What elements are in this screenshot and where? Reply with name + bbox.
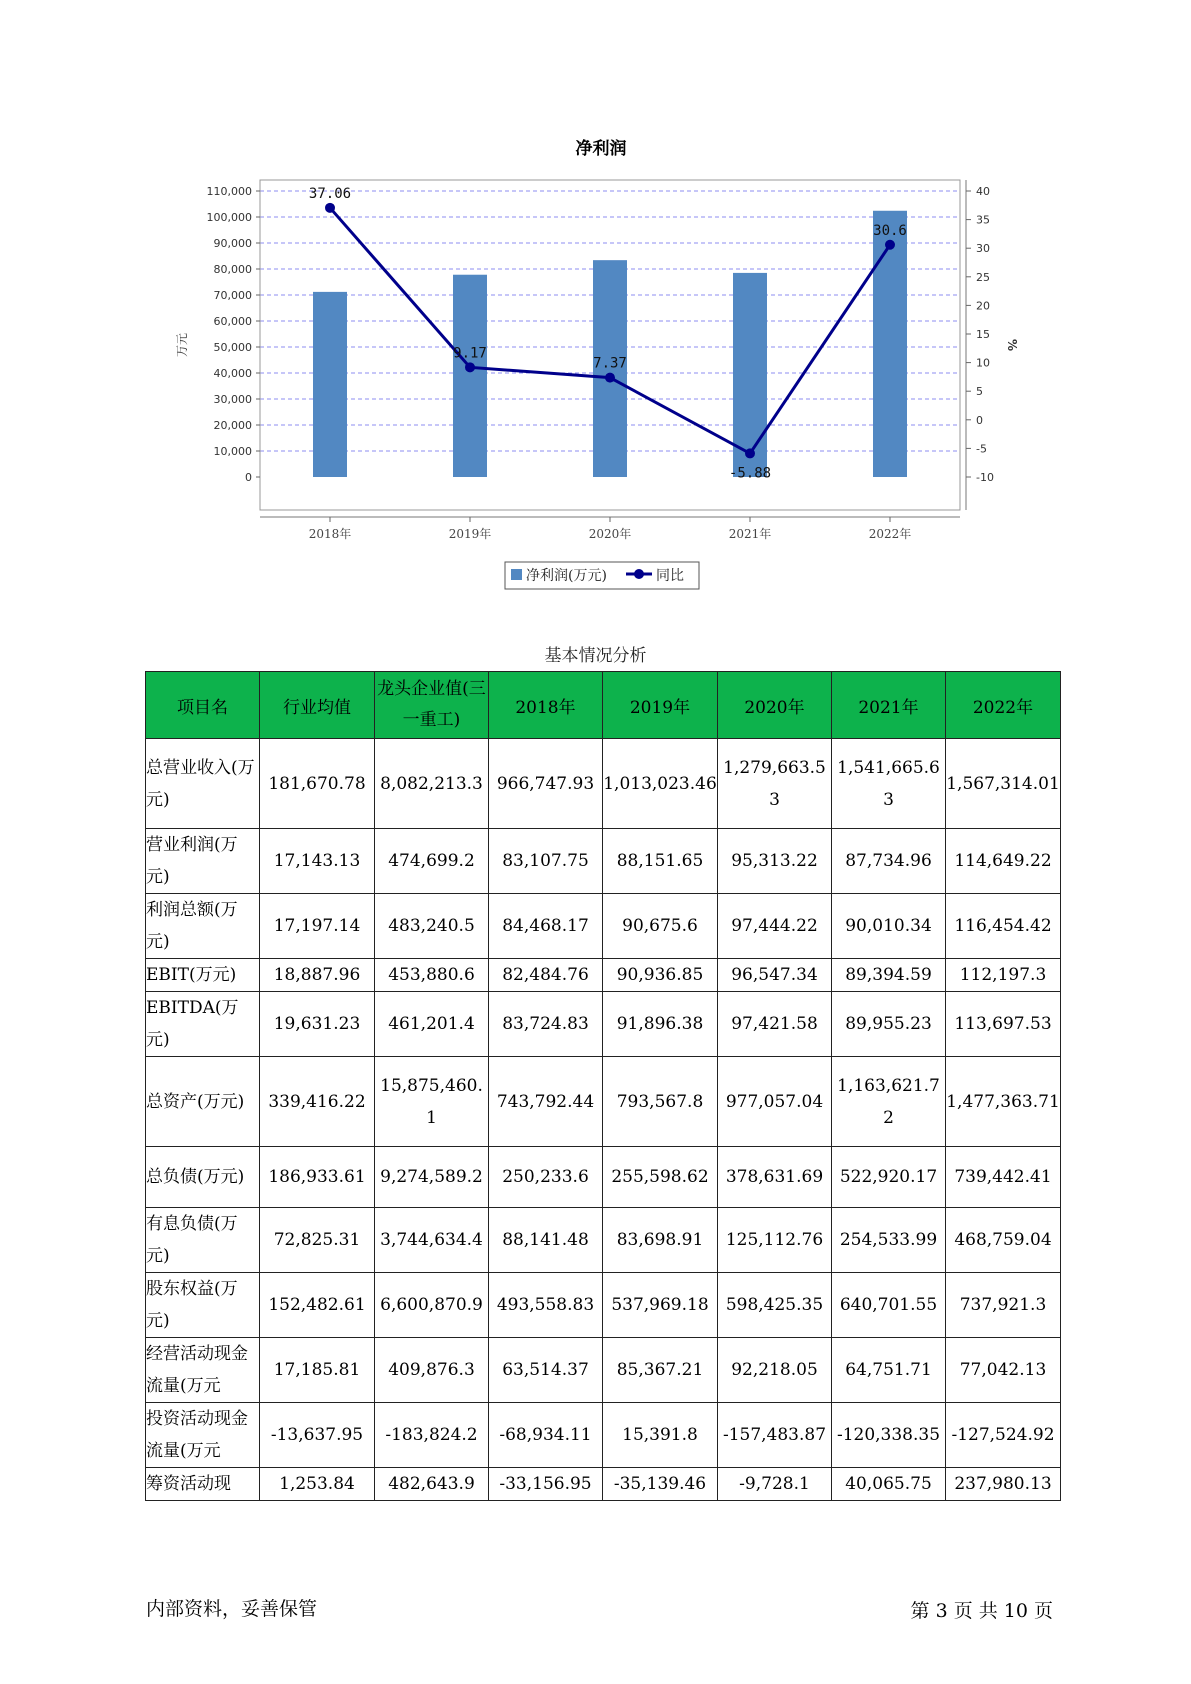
row-label-text: 经营活动现金流量(万元	[146, 1344, 248, 1396]
table-cell: 77,042.13	[946, 1338, 1061, 1403]
y-tick-label: 50,000	[213, 341, 252, 354]
table-cell: 474,699.2	[375, 829, 489, 894]
yoy-point	[745, 448, 755, 458]
table-cell: 152,482.61	[260, 1273, 375, 1338]
legend-bar-label: 净利润(万元)	[526, 568, 607, 584]
table-cell: 483,240.5	[375, 894, 489, 959]
table-cell: 522,920.17	[832, 1147, 946, 1208]
yoy-data-label: 30.6	[873, 222, 907, 239]
table-cell: 15,391.8	[603, 1403, 718, 1468]
yoy-point	[465, 362, 475, 372]
y-tick-label: 40,000	[213, 367, 252, 380]
yoy-data-label: 9.17	[453, 345, 487, 362]
table-cell: 87,734.96	[832, 829, 946, 894]
table-cell: 640,701.55	[832, 1273, 946, 1338]
table-cell: 89,955.23	[832, 992, 946, 1057]
table-cell: 85,367.21	[603, 1338, 718, 1403]
table-cell: 537,969.18	[603, 1273, 718, 1338]
table-cell: 1,253.84	[260, 1468, 375, 1501]
table-cell: 1,163,621.72	[832, 1057, 946, 1147]
legend-line-marker	[634, 569, 644, 579]
row-label	[146, 1147, 260, 1208]
y2-tick-label: 10	[976, 356, 990, 370]
y2-tick-label: 15	[976, 328, 990, 341]
row-label-text: 总负债(万元)	[146, 1167, 245, 1187]
table-row	[146, 1273, 1061, 1338]
yoy-point	[605, 373, 615, 383]
row-label	[146, 992, 260, 1057]
chart-title: 净利润	[575, 139, 627, 159]
table-cell: 1,279,663.53	[718, 739, 832, 829]
table-cell: 1,541,665.63	[832, 739, 946, 829]
table-cell: -127,524.92	[946, 1403, 1061, 1468]
row-label-text: 投资活动现金流量(万元	[146, 1409, 248, 1461]
y-tick-label: 20,000	[213, 419, 252, 432]
table-cell: 6,600,870.9	[375, 1273, 489, 1338]
table-cell: -68,934.11	[489, 1403, 603, 1468]
table-cell: 250,233.6	[489, 1147, 603, 1208]
table-cell: 18,887.96	[260, 959, 375, 992]
table-cell: 9,274,589.2	[375, 1147, 489, 1208]
table-cell: 114,649.22	[946, 829, 1061, 894]
row-label-text: EBIT(万元)	[146, 965, 237, 985]
row-label	[146, 1403, 260, 1468]
row-label	[146, 1208, 260, 1273]
table-cell: 453,880.6	[375, 959, 489, 992]
table-cell: 739,442.41	[946, 1147, 1061, 1208]
footer-page-number: 第 3 页 共 10 页	[910, 1600, 1053, 1622]
y-tick-label: 70,000	[213, 289, 252, 302]
column-header: 项目名	[146, 672, 260, 739]
y-axis-label-right: %	[1005, 338, 1019, 352]
row-label	[146, 959, 260, 992]
y2-tick-label: -10	[976, 471, 994, 484]
chart-legend	[505, 562, 699, 589]
row-label-text: 股东权益(万元)	[146, 1279, 238, 1331]
row-label-text: 总营业收入(万元)	[146, 757, 255, 810]
table-cell: 493,558.83	[489, 1273, 603, 1338]
y-axis-left	[207, 185, 261, 484]
table-row	[146, 1208, 1061, 1273]
table-cell: 90,010.34	[832, 894, 946, 959]
net-profit-chart	[170, 130, 1019, 590]
table-cell: 339,416.22	[260, 1057, 375, 1147]
table-cell: 181,670.78	[260, 739, 375, 829]
table-cell: 64,751.71	[832, 1338, 946, 1403]
table-row	[146, 1338, 1061, 1403]
table-cell: 1,567,314.01	[946, 739, 1061, 829]
table-row	[146, 992, 1061, 1057]
y-tick-label: 0	[245, 471, 252, 484]
table-cell: -13,637.95	[260, 1403, 375, 1468]
table-cell: 19,631.23	[260, 992, 375, 1057]
table-cell: 88,151.65	[603, 829, 718, 894]
table-row	[146, 1403, 1061, 1468]
table-cell: 82,484.76	[489, 959, 603, 992]
y2-tick-label: 0	[976, 413, 983, 427]
table-cell: 63,514.37	[489, 1338, 603, 1403]
row-label-text: 利润总额(万元)	[146, 900, 238, 952]
footer-confidential-note: 内部资料，妥善保管	[146, 1598, 318, 1620]
table-cell: 15,875,460.1	[375, 1057, 489, 1147]
bar-net-profit	[873, 211, 907, 477]
y-axis-right	[966, 180, 994, 510]
table-row	[146, 959, 1061, 992]
table-cell: 186,933.61	[260, 1147, 375, 1208]
y2-tick-label: 30	[976, 242, 990, 256]
row-label	[146, 894, 260, 959]
table-cell: 237,980.13	[946, 1468, 1061, 1501]
table-cell: 409,876.3	[375, 1338, 489, 1403]
table-row	[146, 1147, 1061, 1208]
table-cell: 468,759.04	[946, 1208, 1061, 1273]
row-label	[146, 1338, 260, 1403]
basic-analysis-table	[145, 671, 1061, 1501]
row-label	[146, 1273, 260, 1338]
x-tick-label: 2022年	[868, 527, 912, 541]
column-header: 龙头企业值(三一重工)	[375, 672, 489, 739]
table-cell: 97,421.58	[718, 992, 832, 1057]
row-label	[146, 829, 260, 894]
table-cell: 743,792.44	[489, 1057, 603, 1147]
table-cell: 97,444.22	[718, 894, 832, 959]
row-label	[146, 739, 260, 829]
row-label-text: 筹资活动现	[146, 1474, 231, 1494]
table-cell: -35,139.46	[603, 1468, 718, 1501]
column-header: 行业均值	[260, 672, 375, 739]
table-cell: 90,675.6	[603, 894, 718, 959]
table-cell: 793,567.8	[603, 1057, 718, 1147]
bar-net-profit	[453, 275, 487, 477]
table-cell: 17,185.81	[260, 1338, 375, 1403]
table-cell: 17,143.13	[260, 829, 375, 894]
y-tick-label: 90,000	[213, 237, 252, 250]
y2-tick-label: 20	[976, 299, 990, 313]
column-header: 2019年	[603, 672, 718, 739]
table-cell: 113,697.53	[946, 992, 1061, 1057]
row-label-text: EBITDA(万元)	[146, 998, 239, 1050]
column-header: 2018年	[489, 672, 603, 739]
table-cell: -33,156.95	[489, 1468, 603, 1501]
legend-bar-swatch	[511, 569, 522, 580]
table-cell: 1,013,023.46	[603, 739, 718, 829]
table-cell: -120,338.35	[832, 1403, 946, 1468]
y2-tick-label: 35	[976, 213, 990, 227]
table-cell: 83,724.83	[489, 992, 603, 1057]
y-tick-label: 30,000	[213, 393, 252, 406]
table-cell: 96,547.34	[718, 959, 832, 992]
table-cell: 598,425.35	[718, 1273, 832, 1338]
y2-tick-label: 5	[976, 385, 983, 399]
row-label-text: 营业利润(万元)	[146, 835, 238, 887]
table-cell: 95,313.22	[718, 829, 832, 894]
y-tick-label: 100,000	[206, 211, 252, 224]
table-cell: 378,631.69	[718, 1147, 832, 1208]
yoy-point	[885, 240, 895, 250]
table-title: 基本情况分析	[544, 646, 647, 666]
table-cell: 255,598.62	[603, 1147, 718, 1208]
table-cell: 90,936.85	[603, 959, 718, 992]
table-cell: 72,825.31	[260, 1208, 375, 1273]
table-cell: -157,483.87	[718, 1403, 832, 1468]
row-label	[146, 1468, 260, 1501]
table-cell: 17,197.14	[260, 894, 375, 959]
x-tick-label: 2019年	[448, 527, 492, 541]
table-cell: 83,698.91	[603, 1208, 718, 1273]
x-tick-label: 2018年	[308, 527, 352, 541]
table-cell: 83,107.75	[489, 829, 603, 894]
y2-tick-label: 40	[976, 185, 990, 198]
bar-net-profit	[313, 292, 347, 477]
y-tick-label: 110,000	[206, 185, 252, 198]
y-tick-label: 80,000	[213, 263, 252, 276]
row-label-text: 有息负债(万元)	[146, 1214, 238, 1266]
table-cell: -9,728.1	[718, 1468, 832, 1501]
table-cell: 1,477,363.71	[946, 1057, 1061, 1147]
y2-tick-label: -5	[976, 442, 987, 456]
table-row	[146, 1468, 1061, 1501]
column-header: 2020年	[718, 672, 832, 739]
table-row	[146, 829, 1061, 894]
table-cell: -183,824.2	[375, 1403, 489, 1468]
table-cell: 116,454.42	[946, 894, 1061, 959]
table-cell: 254,533.99	[832, 1208, 946, 1273]
table-cell: 8,082,213.3	[375, 739, 489, 829]
yoy-data-label: 37.06	[308, 185, 352, 202]
x-tick-label: 2021年	[728, 527, 772, 541]
table-cell: 461,201.4	[375, 992, 489, 1057]
y-tick-label: 10,000	[213, 445, 252, 458]
table-cell: 84,468.17	[489, 894, 603, 959]
table-cell: 977,057.04	[718, 1057, 832, 1147]
table-cell: 112,197.3	[946, 959, 1061, 992]
table-cell: 737,921.3	[946, 1273, 1061, 1338]
y2-tick-label: 25	[976, 270, 990, 284]
row-label-text: 总资产(万元)	[146, 1091, 245, 1112]
x-axis	[260, 517, 960, 541]
table-row	[146, 739, 1061, 829]
table-header-row	[146, 672, 1061, 739]
legend-line-label: 同比	[656, 568, 684, 584]
table-cell: 88,141.48	[489, 1208, 603, 1273]
row-label	[146, 1057, 260, 1147]
y-tick-label: 60,000	[213, 315, 252, 328]
yoy-data-label: 7.37	[593, 355, 627, 372]
table-cell: 91,896.38	[603, 992, 718, 1057]
y-axis-label-left: 万元	[175, 332, 189, 358]
table-cell: 89,394.59	[832, 959, 946, 992]
bar-series-net-profit	[313, 211, 907, 477]
column-header: 2022年	[946, 672, 1061, 739]
yoy-data-label: -5.88	[728, 465, 772, 482]
table-cell: 125,112.76	[718, 1208, 832, 1273]
column-header: 2021年	[832, 672, 946, 739]
table-cell: 482,643.9	[375, 1468, 489, 1501]
yoy-point	[325, 203, 335, 213]
table-cell: 966,747.93	[489, 739, 603, 829]
x-tick-label: 2020年	[588, 527, 632, 541]
table-row	[146, 1057, 1061, 1147]
table-cell: 92,218.05	[718, 1338, 832, 1403]
table-row	[146, 894, 1061, 959]
table-cell: 3,744,634.4	[375, 1208, 489, 1273]
table-cell: 40,065.75	[832, 1468, 946, 1501]
